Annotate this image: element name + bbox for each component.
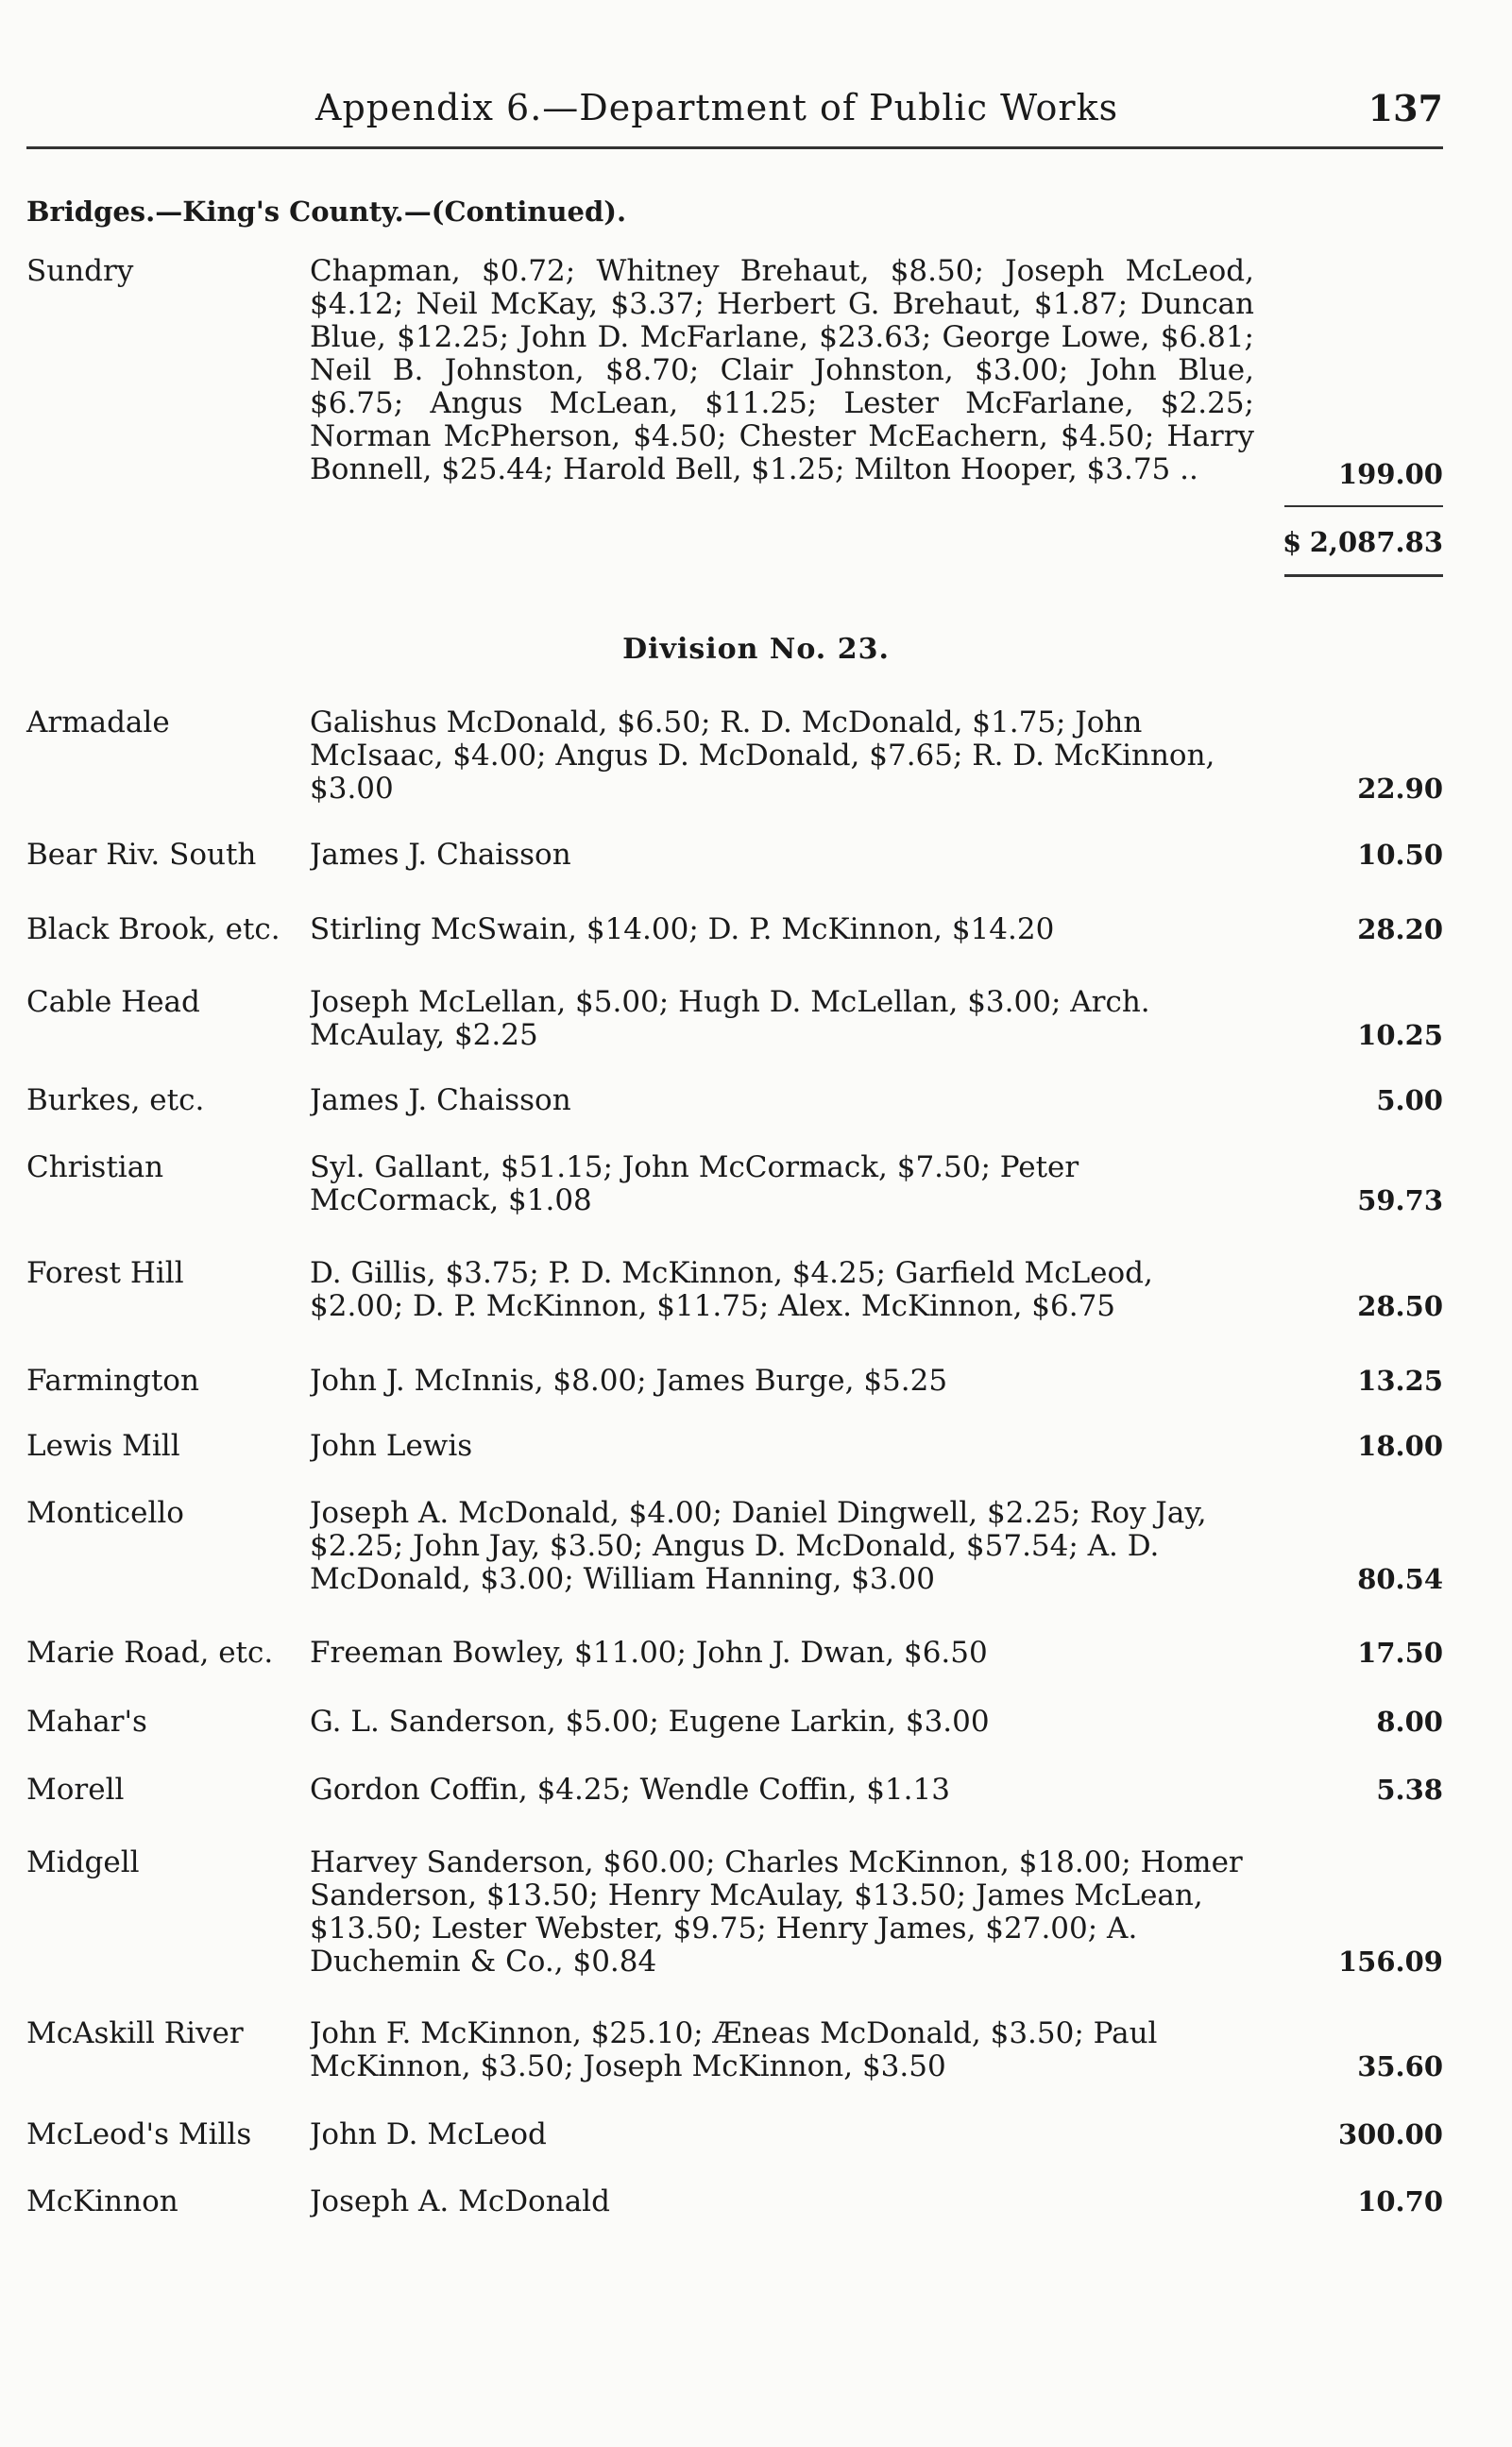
entry-amount: 22.90 [1357,773,1443,805]
entry-text: Joseph McLellan, $5.00; Hugh D. McLellan, $3.00; Arch. McAulay, $2.25 [310,986,1150,1052]
entry-amount: 8.00 [1376,1706,1443,1738]
entry-description [310,1257,1254,1323]
entry-amount: 17.50 [1357,1637,1443,1669]
entry-text: Joseph A. McDonald, $4.00; Daniel Dingwell, $2.25; Roy Jay, $2.25; John Jay, $3.50; Angus D. McDonald, $57.54; A. D. McDonald, $3.00; William Hanning, $3.00 [310,1497,1207,1596]
entry-location: Bear Riv. South [26,838,257,872]
entry-description [310,1084,1254,1117]
entry-text: Galishus McDonald, $6.50; R. D. McDonald, $1.75; John McIsaac, $4.00; Angus D. McDonald, $7.65; R. D. McKinnon, $3.00 [310,706,1215,806]
entry-description [310,255,1254,486]
entry-location: Monticello [26,1496,184,1530]
entry-location: Black Brook, etc. [26,912,280,946]
entry-amount: 10.25 [1357,1019,1443,1051]
entry-text: John D. McLeod [310,2118,547,2151]
total-rule-bottom [1284,574,1443,577]
entry-description [310,986,1254,1052]
entry-amount: 13.25 [1357,1365,1443,1397]
entry-amount: 10.50 [1357,839,1443,871]
entry-description [310,2118,1254,2151]
leader-dots [310,1051,1254,1052]
entry-location: Sundry [26,254,134,288]
entry-amount: 80.54 [1357,1563,1443,1595]
entry-location: Forest Hill [26,1256,184,1290]
entry-amount: 300.00 [1338,2118,1443,2150]
page-number: 137 [1368,87,1443,129]
entry-location: McAskill River [26,2016,244,2050]
leader-dots [310,1978,1254,1979]
leader-dots [310,1595,1254,1596]
entry-text: John Lewis [310,1430,473,1463]
entry-location: McKinnon [26,2184,178,2218]
entry-text: James J. Chaisson [310,1084,571,1117]
section-continued-heading: Bridges.—King's County.—(Continued). [26,195,627,228]
entry-amount: 35.60 [1357,2050,1443,2082]
entry-description [310,1365,1254,1398]
leader-dots [310,1806,1254,1807]
entry-amount: 28.20 [1357,913,1443,945]
entry-location: Christian [26,1150,164,1184]
entry-location: Armadale [26,705,170,739]
entry-text: Stirling McSwain, $14.00; D. P. McKinnon, $14.20 [310,913,1055,946]
leader-dots [310,1216,1254,1217]
entry-text: Harvey Sanderson, $60.00; Charles McKinnon, $18.00; Homer Sanderson, $13.50; Henry McAulay, $13.50; James McLean, $13.50; Lester Webster, $9.75; Henry James, $27.00; A. Duchemin & Co., $0.84 [310,1846,1243,1979]
entry-location: Burkes, etc. [26,1083,205,1117]
division-heading: Division No. 23. [622,633,890,666]
leader-dots [310,1322,1254,1323]
entry-description [310,2185,1254,2218]
total-currency: $ [1283,526,1302,558]
entry-amount: 28.50 [1357,1290,1443,1322]
entry-text: John F. McKinnon, $25.10; Æneas McDonald, $3.50; Paul McKinnon, $3.50; Joseph McKinnon, $3.50 [310,2017,1158,2083]
entry-location: Marie Road, etc. [26,1636,274,1670]
entry-description [310,1774,1254,1807]
entry-description [310,913,1254,946]
entry-description [310,706,1254,806]
leader-dots [310,2150,1254,2151]
entry-text: G. L. Sanderson, $5.00; Eugene Larkin, $3.00 [310,1706,990,1739]
leader-dots [310,1462,1254,1463]
leader-dots [310,1738,1254,1739]
page-title: Appendix 6.—Department of Public Works [315,87,1119,128]
entry-amount: 18.00 [1357,1430,1443,1462]
entry-description [310,1151,1254,1217]
entry-description [310,1430,1254,1463]
leader-dots [310,945,1254,946]
leader-dots [310,1116,1254,1117]
entry-text: Gordon Coffin, $4.25; Wendle Coffin, $1.13 [310,1774,950,1807]
entry-text: D. Gillis, $3.75; P. D. McKinnon, $4.25; Garfield McLeod, $2.00; D. P. McKinnon, $11.75; Alex. McKinnon, $6.75 [310,1257,1153,1323]
entry-text: John J. McInnis, $8.00; James Burge, $5.25 [310,1365,948,1398]
page-header [26,87,1443,144]
entry-location: McLeod's Mills [26,2117,252,2151]
entry-location: Lewis Mill [26,1429,180,1463]
leader-dots [310,1397,1254,1398]
entry-location: Cable Head [26,985,200,1019]
header-rule [26,146,1443,149]
total-rule-top [1284,505,1443,507]
leader-dots [310,805,1254,806]
entry-amount: 10.70 [1357,2185,1443,2218]
entry-location: Mahar's [26,1705,147,1739]
entry-location: Farmington [26,1364,199,1398]
entry-description [310,2017,1254,2083]
entry-amount: 5.00 [1376,1084,1443,1116]
entry-description [310,1497,1254,1596]
entry-location: Morell [26,1773,125,1807]
entry-text: Joseph A. McDonald [310,2185,610,2218]
entry-amount: 5.38 [1376,1774,1443,1806]
entry-description [310,1706,1254,1739]
entry-location: Midgell [26,1845,140,1879]
entry-description [310,1846,1254,1979]
entry-text: Syl. Gallant, $51.15; John McCormack, $7.50; Peter McCormack, $1.08 [310,1151,1079,1217]
entry-amount: 199.00 [1338,458,1443,490]
leader-dots [310,1669,1254,1670]
leader-dots [310,871,1254,872]
entry-amount: 156.09 [1338,1946,1443,1978]
entry-text: James J. Chaisson [310,839,571,872]
entry-description [310,1637,1254,1670]
leader-dots [310,2082,1254,2083]
entry-text: Freeman Bowley, $11.00; John J. Dwan, $6.50 [310,1637,988,1670]
total-value: 2,087.83 [1309,526,1443,558]
entry-description [310,839,1254,872]
entry-text: Chapman, $0.72; Whitney Brehaut, $8.50; Joseph McLeod, $4.12; Neil McKay, $3.37; Herbert G. Brehaut, $1.87; Duncan Blue, $12.25; John D. McFarlane, $23.63; George Lowe, $6.81; Neil B. Johnston, $8.70; Clair Johnston, $3.00; John Blue, $6.75; Angus McLean, $11.25; Lester McFarlane, $2.25; Norman McPherson, $4.50; Chester McEachern, $4.50; Harry Bonnell, $25.44; Harold Bell, $1.25; Milton Hooper, $3.75 .. [310,254,1254,486]
entry-amount: 59.73 [1357,1184,1443,1216]
